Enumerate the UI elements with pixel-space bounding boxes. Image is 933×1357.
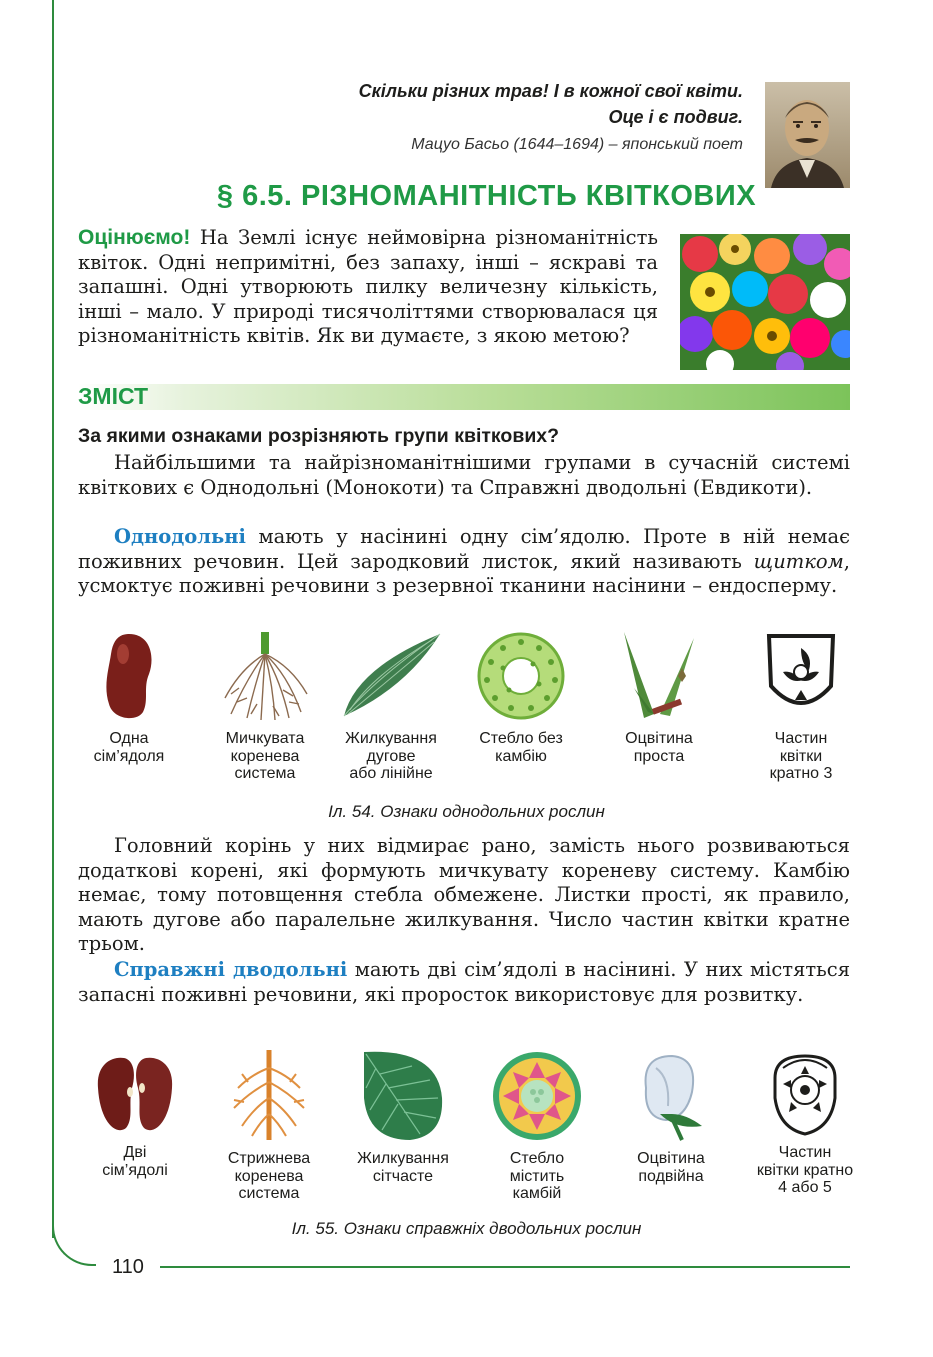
paragraph-3-text: Головний корінь у них відмирає рано, замість нього розвиваються додаткові корені, які формують мичкувату кореневу систему. Камбію немає, тому потовщення стебла обмежене. Листки прості, як правило, мають дугове або паралельне жилкування. Число частин квітки кратне трьом. [78,834,850,955]
section-title: § 6.5. РІЗНОМАНІТНІСТЬ КВІТКОВИХ [216,180,757,212]
fig54-label-1: Одна сім’ядоля [93,730,165,765]
single-cotyledon-seed-icon [99,628,159,724]
figure-54-caption: Іл. 54. Ознаки однодольних рослин [328,802,605,821]
fig55-item-seed [70,1048,200,1179]
fig54-label-5: Оцвітина проста [625,730,693,765]
fig55-label-3: Жилкування сітчасте [357,1150,449,1185]
fig54-item-perianth [600,628,718,765]
paragraph-4-text: мають дві сім’ядолі в насінині. У них містяться запасні поживні речовини, які проросток використовує для розвитку. [78,958,850,1006]
fig54-item-seed [70,628,188,765]
flower-diagram-5-icon [765,1048,845,1138]
fig54-item-roots [206,628,324,783]
fig54-item-leaf [332,628,450,783]
figure-55-caption: Іл. 55. Ознаки справжніх дводольних рослин [291,1219,642,1238]
term-monocots: Однодольні [114,525,246,548]
fibrous-root-icon [217,628,313,724]
footer-rule [160,1266,850,1268]
parallel-vein-leaf-icon [336,628,446,724]
fig54-label-4: Стебло без камбію [479,730,563,765]
page-number: 110 [112,1256,144,1278]
content-heading: ЗМІСТ [78,383,149,409]
stem-with-cambium-icon [489,1048,585,1144]
paragraph-4 [78,958,850,1007]
content-heading-bar [78,384,850,410]
term-eudicots: Справжні дводольні [114,958,348,981]
epigraph-line-1: Скільки різних трав! І в кожної свої квіти. [358,81,743,101]
fig54-label-6: Частин квітки кратно 3 [769,730,833,782]
paragraph-1 [78,451,850,500]
subheading: За якими ознаками розрізняють групи квіткових? [78,425,560,447]
simple-perianth-icon [614,628,704,724]
fig55-label-2: Стрижнева коренева система [227,1150,311,1202]
fig55-item-stem [472,1048,602,1203]
paragraph-2-italic: щитком [753,549,844,573]
fig55-label-6: Частин квітки кратно 4 або 5 [756,1144,854,1196]
stem-cross-section-icon [473,628,569,724]
paragraph-3 [78,834,850,957]
intro-text: На Землі існує неймовірна різноманітність квіток. Одні непримітні, без запаху, інші – яскраві та запашні. Одні утворюють пилку величезну кількість, інші – мало. У природі тисячоліттями створювалася ця різноманітність квітів. Як ви думаєте, з якою метою? [78,226,658,347]
net-vein-leaf-icon [358,1048,448,1144]
epigraph-author: Мацуо Басьо (1644–1694) – японський поет [411,136,743,153]
flowers-bouquet-image [680,234,850,370]
paragraph-2-text-a: мають у насінині одну сім’ядолю. Проте в ній немає поживних речовин. Цей зародковий листок, який називають [78,525,850,573]
intro-paragraph [78,226,658,349]
fig54-label-3: Жилкування дугове або лінійне [345,730,437,782]
fig55-item-leaf [338,1048,468,1185]
fig55-item-flower-parts [740,1048,870,1197]
fig55-item-roots [204,1048,334,1203]
fig55-label-5: Оцвітина подвійна [637,1150,705,1185]
paragraph-2-text-b: , усмоктує поживні речовини з резервної тканини насінини – ендосперму. [78,549,850,597]
fig54-item-stem [462,628,580,765]
flower-diagram-3-icon [761,628,841,724]
fig55-label-1: Дві сім’ядолі [102,1144,168,1179]
fig55-label-4: Стебло містить камбій [509,1150,565,1202]
double-perianth-icon [626,1048,716,1144]
epigraph-line-2: Оце і є подвиг. [608,107,743,127]
taproot-icon [224,1048,314,1144]
portrait-image [765,82,850,188]
figure-54 [70,628,870,798]
epigraph [359,78,743,160]
fig54-item-flower-parts [742,628,860,783]
paragraph-2 [78,525,850,599]
intro-lead: Оцінюємо! [78,226,191,249]
figure-55 [70,1048,870,1208]
paragraph-1-text: Найбільшими та найрізноманітнішими групами в сучасній системі квіткових є Однодольні (Монокоти) та Справжні дводольні (Евдикоти). [78,451,850,499]
fig54-label-2: Мичкувата коренева система [225,730,305,782]
two-cotyledons-seed-icon [90,1048,180,1138]
fig55-item-perianth [606,1048,736,1185]
